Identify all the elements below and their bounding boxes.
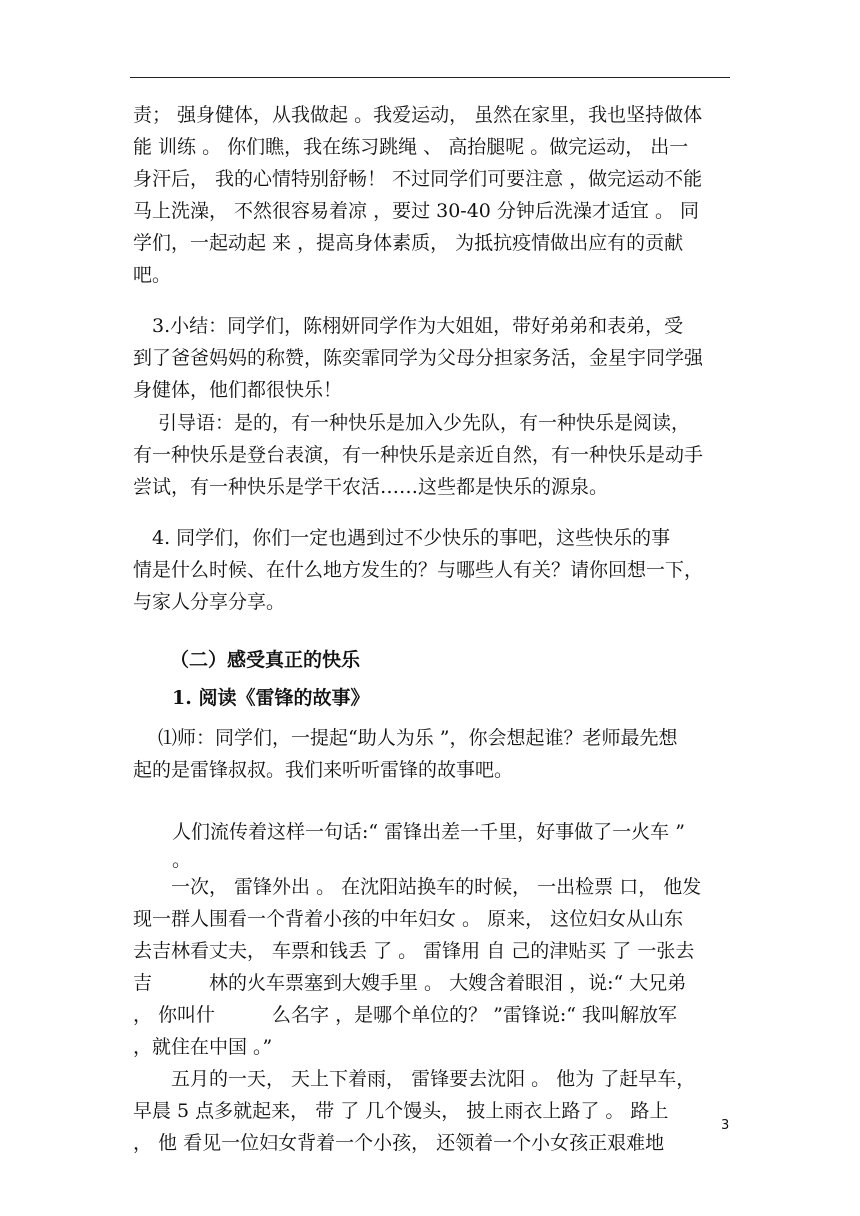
text-line: 一次， 雷锋外出 。 在沈阳站换车的时候， 一出检票 口， 他发 xyxy=(171,876,702,898)
text-line: 责； 强身健体，从我做起 。我爱运动， 虽然在家里，我也坚持做体 xyxy=(133,104,703,126)
text-line: 有一种快乐是登台表演，有一种快乐是亲近自然，有一种快乐是动手 xyxy=(133,444,704,466)
text-line: 身汗后， 我的心情特别舒畅！ 不过同学们可要注意 ，做完运动不能 xyxy=(133,168,703,190)
header-rule xyxy=(130,77,730,78)
text-line: 3.小结：同学们，陈栩妍同学作为大姐姐，带好弟弟和表弟，受 xyxy=(133,315,684,337)
text-line: ，就住在中国 。” xyxy=(133,1036,273,1058)
text-line: ， 他 看见一位妇女背着一个小孩， 还领着一个小女孩正艰难地 xyxy=(133,1132,665,1154)
text-line: 人们流传着这样一句话:“ 雷锋出差一千里，好事做了一火车 ” xyxy=(172,821,685,843)
text-line: ， 你叫什 么名字 ，是哪个单位的？ ”雷锋说:“ 我叫解放军 xyxy=(133,1004,677,1026)
text-line: 吧。 xyxy=(133,264,172,286)
story-paragraph-2 xyxy=(133,1063,735,1159)
text-line: 情是什么时候、在什么地方发生的？与哪些人有关？请你回想一下， xyxy=(133,559,704,581)
intro-paragraph xyxy=(133,99,735,291)
text-line: 。 xyxy=(172,849,192,871)
text-line: 与家人分享分享。 xyxy=(133,591,286,613)
subheading: 1. 阅读《雷锋的故事》 xyxy=(172,687,370,709)
text-line: 能 训练 。 你们瞧，我在练习跳绳 、 高抬腿呢 。做完运动， 出一 xyxy=(133,136,689,158)
story-paragraph-1 xyxy=(133,871,735,1063)
text-line: 去吉林看丈夫， 车票和钱丢 了 。 雷锋用 自 己的津贴买 了 一张去 xyxy=(133,940,695,962)
story-quote xyxy=(172,818,774,874)
text-line: 早晨 5 点多就起来， 带 了 几个馒头， 披上雨衣上路了 。 路上 xyxy=(133,1100,669,1122)
text-line: 五月的一天， 天上下着雨， 雷锋要去沈阳 。 他为 了赶早车， xyxy=(171,1068,696,1090)
text-line: 尝试，有一种快乐是学干农活……这些都是快乐的源泉。 xyxy=(133,476,609,498)
teacher-paragraph xyxy=(133,722,735,786)
item4-paragraph xyxy=(133,522,735,618)
text-line: 学们，一起动起 来 ，提高身体素质， 为抵抗疫情做出应有的贡献 xyxy=(133,232,684,254)
guide-paragraph xyxy=(133,407,735,503)
text-line: 马上洗澡， 不然很容易着凉 ，要过 30-40 分钟后洗澡才适宜 。 同 xyxy=(133,200,700,222)
text-line: 起的是雷锋叔叔。我们来听听雷锋的故事吧。 xyxy=(133,759,514,781)
text-line: ⑴师：同学们，一提起“助人为乐 ”，你会想起谁？老师最先想 xyxy=(133,727,678,749)
summary-paragraph xyxy=(133,310,735,406)
text-line: 引导语：是的，有一种快乐是加入少先队，有一种快乐是阅读， xyxy=(133,412,691,434)
text-line: 吉 林的火车票塞到大嫂手里 。 大嫂含着眼泪 ，说:“ 大兄弟 xyxy=(133,972,687,994)
text-line: 身健体，他们都很快乐！ xyxy=(133,379,343,401)
section-heading: （二）感受真正的快乐 xyxy=(170,649,361,671)
text-line: 现一群人围看一个背着小孩的中年妇女 。 原来， 这位妇女从山东 xyxy=(133,908,684,930)
text-line: 到了爸爸妈妈的称赞，陈奕霏同学为父母分担家务活，金星宇同学强 xyxy=(133,347,704,369)
page-number: 3 xyxy=(721,1118,730,1133)
text-line: 4. 同学们，你们一定也遇到过不少快乐的事吧，这些快乐的事 xyxy=(133,527,671,549)
